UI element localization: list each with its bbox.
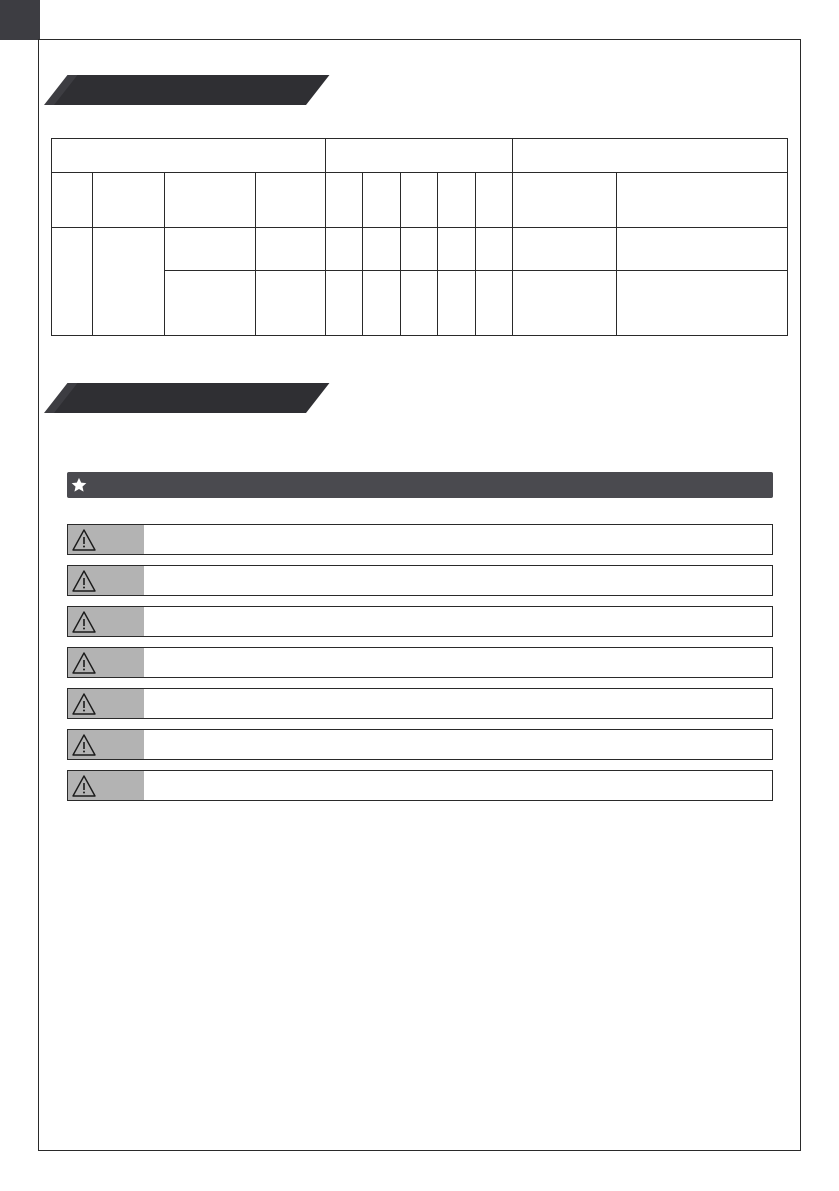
table-cell	[165, 271, 256, 336]
spec-table	[51, 138, 788, 336]
table-cell	[476, 228, 513, 271]
page-corner-tab	[0, 0, 40, 40]
warning-triangle-icon	[70, 609, 98, 635]
warning-row	[67, 565, 773, 596]
table-row	[52, 228, 788, 271]
warning-row	[67, 647, 773, 678]
table-cell	[363, 173, 401, 228]
table-cell	[617, 173, 788, 228]
warning-row	[67, 524, 773, 555]
warning-row	[67, 688, 773, 719]
table-cell	[438, 173, 476, 228]
section-header-specifications	[44, 75, 314, 105]
warning-row	[67, 606, 773, 637]
warning-label	[68, 648, 144, 677]
warning-label	[68, 607, 144, 636]
table-cell	[476, 173, 513, 228]
header-bar	[54, 383, 329, 413]
warning-label	[68, 730, 144, 759]
table-header-cell	[513, 139, 788, 173]
table-row	[52, 173, 788, 228]
section-header-safety	[44, 383, 314, 413]
table-cell	[256, 228, 326, 271]
warning-row	[67, 729, 773, 760]
table-cell	[401, 271, 438, 336]
table-cell	[363, 271, 401, 336]
table-cell	[52, 228, 93, 336]
warning-triangle-icon	[70, 527, 98, 553]
table-cell	[513, 271, 617, 336]
table-cell	[326, 271, 363, 336]
table-row	[52, 139, 788, 173]
warning-triangle-icon	[70, 732, 98, 758]
table-cell	[363, 228, 401, 271]
table-cell	[256, 271, 326, 336]
warning-row	[67, 770, 773, 801]
table-cell	[617, 271, 788, 336]
table-header-cell	[52, 139, 326, 173]
table-cell	[93, 228, 165, 336]
table-header-cell	[326, 139, 513, 173]
table-cell	[93, 173, 165, 228]
warning-triangle-icon	[70, 650, 98, 676]
table-cell	[513, 228, 617, 271]
table-cell	[326, 228, 363, 271]
notice-bar	[67, 472, 773, 498]
table-cell	[52, 173, 93, 228]
table-cell	[165, 228, 256, 271]
header-bar	[54, 75, 329, 105]
warning-triangle-icon	[70, 568, 98, 594]
table-cell	[438, 228, 476, 271]
warning-label	[68, 525, 144, 554]
warning-label	[68, 771, 144, 800]
table-cell	[256, 173, 326, 228]
table-cell	[326, 173, 363, 228]
table-cell	[401, 228, 438, 271]
table-cell	[476, 271, 513, 336]
warning-triangle-icon	[70, 691, 98, 717]
warning-label	[68, 566, 144, 595]
table-cell	[513, 173, 617, 228]
table-cell	[165, 173, 256, 228]
star-icon	[70, 476, 88, 494]
table-cell	[438, 271, 476, 336]
table-cell	[617, 228, 788, 271]
table-cell	[401, 173, 438, 228]
warning-triangle-icon	[70, 773, 98, 799]
warning-label	[68, 689, 144, 718]
